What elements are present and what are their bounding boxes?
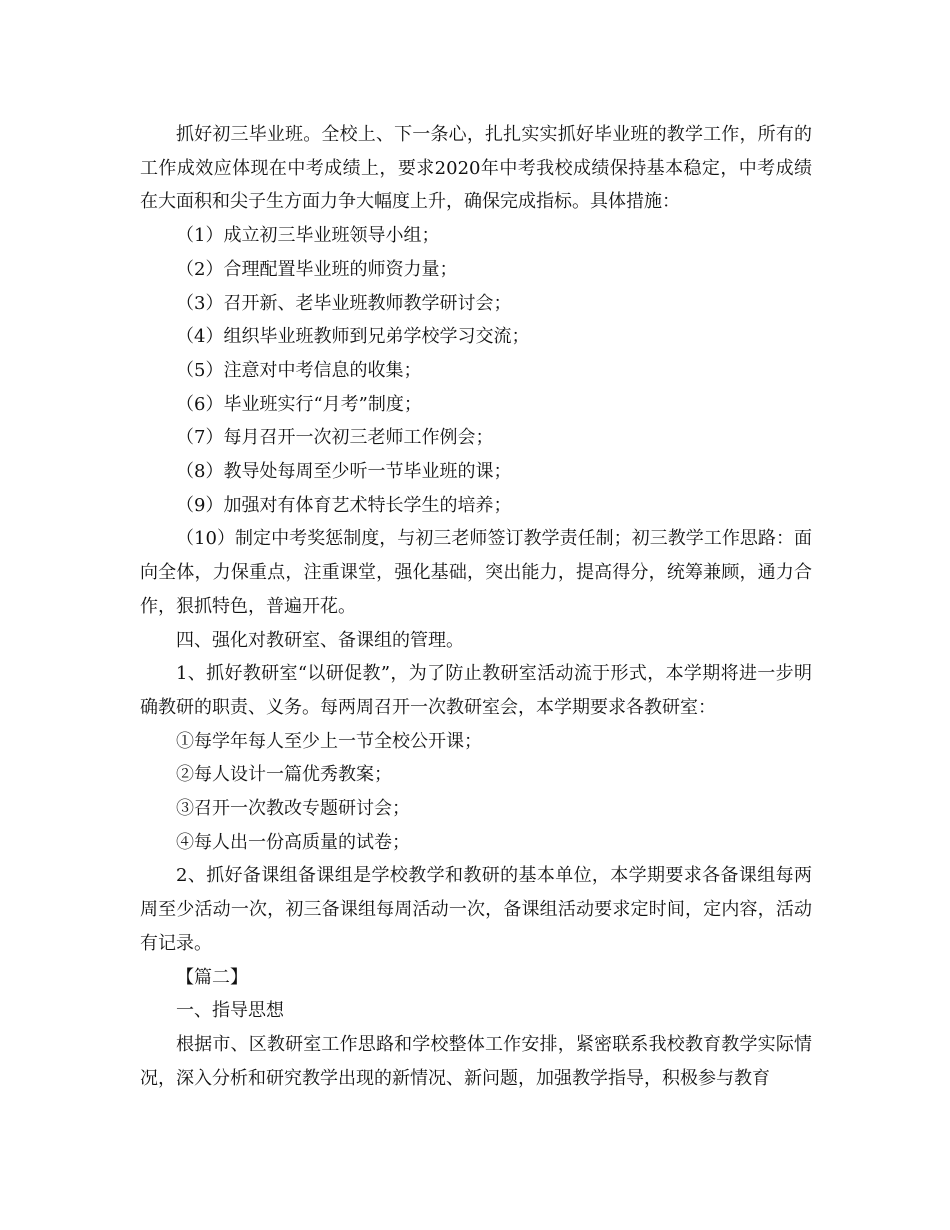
section-heading-four: 四、强化对教研室、备课组的管理。	[176, 629, 464, 651]
list-item-measure-6: （6）毕业班实行“月考”制度；	[176, 393, 422, 415]
list-item-measure-5: （5）注意对中考信息的收集；	[176, 359, 422, 381]
paragraph-guiding-ideology: 根据市、区教研室工作思路和学校整体工作安排，紧密联系我校教育教学实际情况，深入分析和研究教学出现的新情况、新问题，加强教学指导，积极参与教育	[140, 1033, 812, 1089]
list-item-requirement-4: ④每人出一份高质量的试卷；	[176, 831, 410, 853]
list-item-measure-3: （3）召开新、老毕业班教师教学研讨会；	[176, 292, 512, 314]
list-item-measure-10: （10）制定中考奖惩制度，与初三老师签订教学责任制；初三教学工作思路：面向全体，力保重点，注重课堂，强化基础，突出能力，提高得分，统筹兼顾，通力合作，狠抓特色，普遍开花。	[140, 528, 812, 617]
section-heading-guiding-ideology: 一、指导思想	[176, 1000, 284, 1022]
list-item-requirement-3: ③召开一次教改专题研讨会；	[176, 798, 410, 820]
list-item-measure-7: （7）每月召开一次初三老师工作例会；	[176, 427, 494, 449]
paragraph-research-office: 1、抓好教研室“以研促教”，为了防止教研室活动流于形式，本学期将进一步明确教研的职责、义务。每两周召开一次教研室会，本学期要求各教研室：	[140, 663, 812, 718]
list-item-measure-8: （8）教导处每周至少听一节毕业班的课；	[176, 461, 512, 483]
document-body	[140, 118, 812, 1095]
paragraph-graduating-class: 抓好初三毕业班。全校上、下一条心，扎扎实实抓好毕业班的教学工作，所有的工作成效应体现在中考成绩上，要求2020年中考我校成绩保持基本稳定，中考成绩在大面积和尖子生方面力争大幅度上升，确保完成指标。具体措施：	[140, 124, 812, 213]
part-heading-two: 【篇二】	[176, 966, 248, 988]
list-item-measure-1: （1）成立初三毕业班领导小组；	[176, 225, 440, 247]
list-item-measure-9: （9）加强对有体育艺术特长学生的培养；	[176, 494, 512, 516]
list-item-requirement-2: ②每人设计一篇优秀教案；	[176, 764, 392, 786]
list-item-requirement-1: ①每学年每人至少上一节全校公开课；	[176, 730, 482, 752]
list-item-measure-2: （2）合理配置毕业班的师资力量；	[176, 258, 458, 280]
list-item-measure-4: （4）组织毕业班教师到兄弟学校学习交流；	[176, 326, 530, 348]
paragraph-lesson-prep-group: 2、抓好备课组备课组是学校教学和教研的基本单位，本学期要求各备课组每两周至少活动一次，初三备课组每周活动一次，备课组活动要求定时间，定内容，活动有记录。	[140, 865, 812, 954]
